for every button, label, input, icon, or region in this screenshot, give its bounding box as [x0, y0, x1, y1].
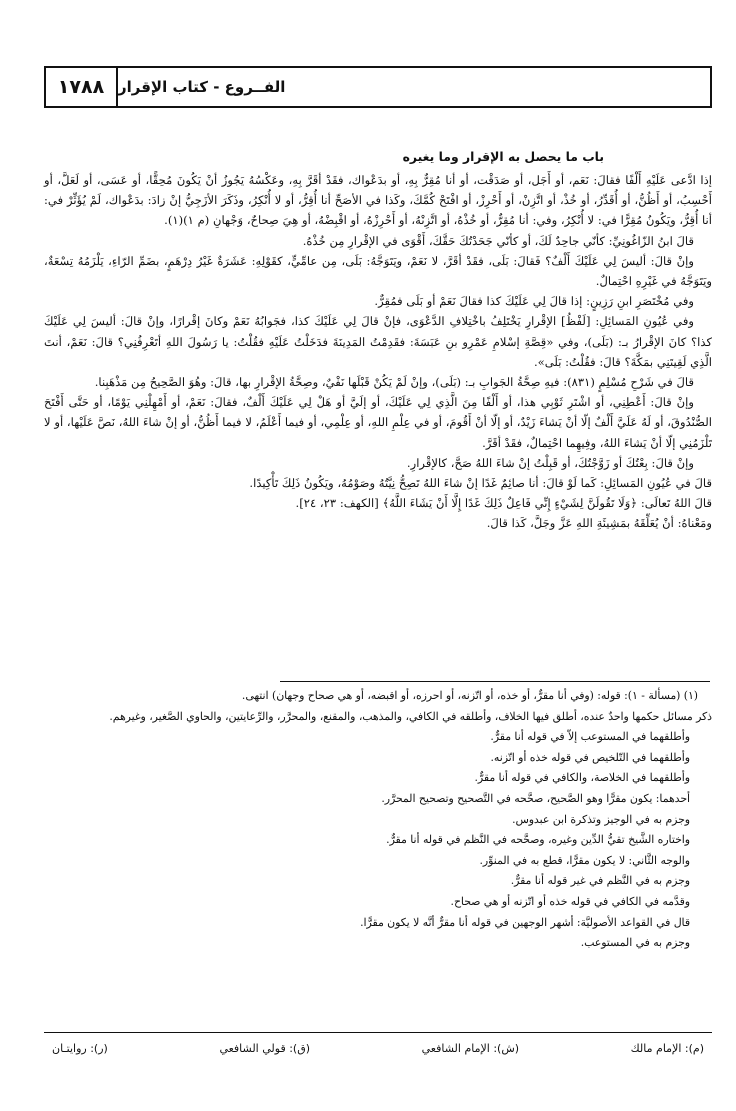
footnote-line: (١) (مسألة - ١): قوله: (وفي أنا مقرٌّ، أو خذه، أو اتّزنه، أو احرزه، أو اقبضه، أو هي صحاح وجهان) انتهى. — [241, 689, 698, 702]
footnote-line: واختاره الشَّيخ تقيُّ الدِّين وغيره، وصحَّحه في النَّظم في قوله أنا مقرٌّ. — [386, 833, 690, 847]
paragraph: وإنْ قالَ: بِعْتُكَ أو زَوَّجْتُكَ، أو قَبِلْتُ إنْ شاءَ اللهُ صَحَّ، كالإقْرارِ. — [406, 455, 694, 470]
paragraph: قالَ ابنُ الزّاغُونِيِّ: كأنّي جاحِدٌ لَكَ، أو كأنّي جَحَدْتُكَ حَقَّكَ، أَقْوَى في الإقْرارِ مِن خُذْهُ. — [302, 233, 694, 248]
abbrev-two-narrations: (ر): روايتـان — [52, 1042, 108, 1055]
page-number: ١٧٨٨ — [46, 68, 118, 106]
chapter-heading: باب ما يحصل به الإقرار وما يغيره — [402, 149, 604, 164]
paragraph: وإنْ قالَ: أَعْطِنِي، أو اشْتَرِ ثَوْبِي هذا، أو أَلْفًا مِنَ الَّذِي لِي عَلَيْكَ، أو إلَيَّ أو هَلْ لِي عَلَيْكَ أَلْفٌ، فقالَ: نَعَمْ، أو أَمْهِلْنِي يَوْمًا، أو حَتَّى أَفْتَحَ الصُّنْدُوقَ، أو لَهُ عَلَيَّ أَلْفٌ إلّا أنْ يَشاءَ زَيْدٌ، أو إلّا أنْ أَقُومَ، أو في عِلْمِ اللهِ، أو عِلْمِي، أو فيما أَعْلَمُ، لا فيما أَظُنُّ، أو إنْ شاءَ اللهُ، نَصَّ عَلَيْها، أو لا تَلْزَمُنِي إلّا أنْ يَشاءَ اللهُ، وفِيهِما احْتِمالٌ، فقَدْ أقَرَّ. — [44, 395, 712, 450]
paragraph: قالَ اللهُ تَعالَى: ﴿وَلَا تَقُولَنَّ لِشَيْءٍ إِنِّي فَاعِلٌ ذَلِكَ غَدًا إِلَّا أَنْ يَشَاءَ اللَّهُ﴾ [الكهف: ٢٣، ٢٤]. — [295, 496, 712, 511]
footnotes — [44, 686, 712, 954]
paragraph: إذا ادَّعى عَلَيْهِ أَلْفًا فقالَ: نَعَم، أو أَجَل، أو صَدَقْت، أو أنا مُقِرٌّ بِهِ، أو بدَعْواك، فقَدْ أقَرَّ بِهِ، وعَكْسُهُ يَجُوزُ أنْ يَكُونَ مُحِقًّا، أو عَسَى، أو لَعَلَّ، أو أَحْسِبُ، أو أَظُنُّ، أو أُقَدِّرُ، أو خُذْ، أو اتَّزِنْ، أو أَحْرِزْ، أو افْتَحْ كُمَّكَ، وكَذا في الأصَحِّ أنا أُقِرُّ، أو لا أُنْكِرُ، وذَكَرَ الأزَجِيُّ إنْ زادَ: بدَعْواك، لَمْ يُؤَثِّرْ في: أنا أُقِرُّ، ويَكُونُ مُقِرًّا في: لا أُنْكِرُ، وفي: أنا مُقِرٌّ، أو خُذْهُ، أو اتَّزِنْهُ، أو أَحْرِزْهُ، أو اقْبِضْهُ، أو هِيَ صِحاحٌ، وَجْهانِ (م ١)(١). — [44, 173, 712, 228]
abbrev-shafii-two-views: (ق): قولي الشافعي — [219, 1042, 311, 1055]
running-title: الفــروع - كتاب الإقرار — [118, 78, 286, 96]
footnote-line: أحدهما: يكون مقرًّا وهو الصَّحيح، صحَّحه في التَّصحيح وتصحيح المحرَّر. — [381, 791, 690, 805]
page-header — [44, 66, 712, 108]
paragraph: وفي عُيُونِ المَسائِلِ: [لَفْظُ] الإقْرارِ يَخْتَلِفُ باخْتِلافِ الدَّعْوَى، فإنْ قالَ لِي عَلَيْكَ كذا، فجَوابُهُ نَعَمْ وكانَ إقْرارًا، وإنْ قالَ: أليسَ لِي عَلَيْكَ كذا؟ كانَ الإقْرارُ بـ: (بَلَى)، وفي «قِصَّةِ إسْلامِ عَمْرِو بنِ عَبَسَةَ: فقَدِمْتُ المَدِينَةَ فدَخَلْتُ عَلَيْهِ فقُلْتُ: يا رَسُولَ اللهِ أتَعْرِفُنِي؟ قالَ: نَعَمْ، أنتَ الَّذِي لَقِيتَنِي بمَكَّةَ؟ قالَ: فقُلْتُ: بَلَى». — [44, 314, 712, 369]
footnote-line: قال في القواعد الأصوليَّة: أشهر الوجهين في قوله أنا مقرٌّ أنَّه لا يكون مقرًّا. — [360, 915, 690, 929]
footnote-line: والوجه الثَّاني: لا يكون مقرًّا، قطع به في المنوِّر. — [479, 853, 690, 867]
footnote-line: وأطلقهما في الخلاصة، والكافي في قوله أنا مقرٌّ. — [474, 771, 690, 785]
footnote-line: ذكر مسائل حكمها واحدٌ عنده، أطلق فيها الخلاف، وأطلقه في الكافي، والمذهب، والمقنع، والمحرَّر، والرِّعايتين، والحاوي الصَّغير، وغيرهم. — [109, 709, 712, 723]
paragraph: قالَ في عُيُونِ المَسائِلِ: كَما لَوْ قالَ: أنا صائِمٌ غَدًا إنْ شاءَ اللهُ تَصِحُّ نِيَّتُهُ وصَوْمُهُ، ويَكُونُ ذَلِكَ تَأْكِيدًا. — [249, 476, 712, 491]
paragraph: قالَ في شَرْحِ مُسْلِمٍ (٨٣١): فيهِ صِحَّةُ الجَوابِ بـ: (بَلَى)، وإنْ لَمْ يَكُنْ قَبْلَها نَفْيٌ، وصِحَّةُ الإقْرارِ بها، قالَ: وهُوَ الصَّحِيحُ مِن مَذْهَبِنا. — [94, 375, 694, 390]
paragraph: وإنْ قالَ: أليسَ لِي عَلَيْكَ أَلْفٌ؟ فَقالَ: بَلَى، فقَدْ أقَرَّ، لا نَعَمْ، ويَتَوَجَّهُ: بَلَى، مِن عامِّيٍّ، كقَوْلِهِ: عَشَرَةٌ غَيْرُ دِرْهَمٍ، بضَمِّ الرّاءِ، يَلْزَمُهُ تِسْعَةٌ، ويَتَوَجَّهُ في غَيْرِهِ احْتِمالٌ. — [44, 253, 712, 289]
footnote-line: وأطلقهما في المستوعب إلاّ في قوله أنا مقرٌّ. — [490, 730, 690, 744]
paragraph: وفي مُخْتَصَرِ ابنِ رَزِينٍ: إذا قالَ لِي عَلَيْكَ كذا فقالَ نَعَمْ أو بَلَى فمُقِرٌّ. — [374, 294, 694, 309]
footnote-line: وقدَّمه في الكافي في قوله خذه أو اتّزنه أو هي صحاح. — [450, 894, 690, 908]
footnote-line: وجزم به في الوجيز وتذكرة ابن عبدوس. — [512, 812, 690, 826]
abbrev-shafii: (ش): الإمام الشافعي — [421, 1042, 520, 1055]
main-text — [44, 146, 712, 534]
abbrev-malik: (م): الإمام مالك — [630, 1042, 704, 1055]
footnote-line: وجزم به في المستوعب. — [580, 936, 690, 950]
abbreviation-key — [44, 1042, 712, 1066]
footnote-line: وجزم به في النَّظم في غير قوله أنا مقرٌّ. — [510, 874, 690, 888]
paragraph: ومَعْناهُ: أنْ يُعَلِّقَهُ بمَشِيئَةِ اللهِ عَزَّ وجَلَّ، كَذا قالَ. — [486, 516, 712, 531]
footnote-line: وأطلقهما في التّلخيص في قوله خذه أو اتّزنه. — [490, 750, 690, 764]
footnote-separator — [280, 681, 710, 682]
footer-separator — [44, 1032, 712, 1033]
